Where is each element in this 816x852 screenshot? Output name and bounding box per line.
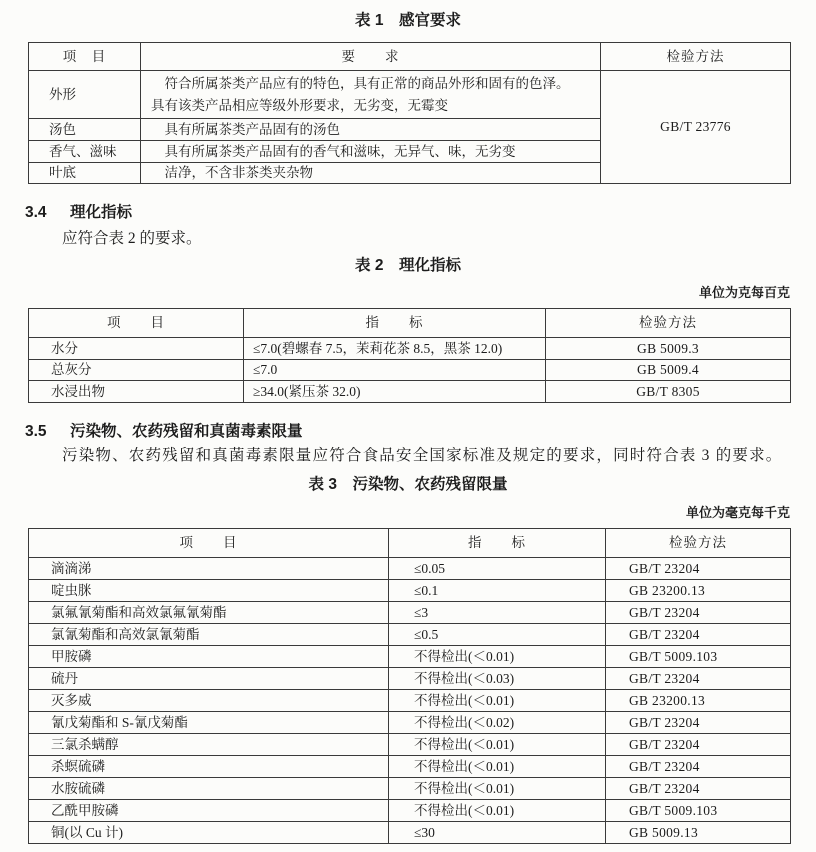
- method-cell: GB/T 23204: [606, 624, 791, 646]
- table-row: [29, 338, 791, 360]
- item-cell: 氯氟氰菊酯和高效氯氟氰菊酯: [29, 602, 389, 624]
- requirement-cell: 符合所属茶类产品应有的特色，具有正常的商品外形和固有的色泽。 具有该类产品相应等级外形要求，无劣变，无霉变: [141, 71, 601, 119]
- method-cell: GB/T 23204: [606, 668, 791, 690]
- table-row: [29, 800, 791, 822]
- index-cell: ≤7.0(碧螺春 7.5，茉莉花茶 8.5，黑茶 12.0): [244, 338, 546, 360]
- method-cell: GB 23200.13: [606, 580, 791, 602]
- table-row: [29, 381, 791, 403]
- section-title: 理化指标: [70, 204, 133, 221]
- item-cell: 乙酰甲胺磷: [29, 800, 389, 822]
- index-cell: ≤30: [389, 822, 606, 844]
- item-cell: 灭多威: [29, 690, 389, 712]
- method-cell: GB/T 23204: [606, 558, 791, 580]
- table-header-row: [29, 529, 791, 558]
- index-cell: 不得检出(＜0.03): [389, 668, 606, 690]
- table-header-row: [29, 309, 791, 338]
- table-row: [29, 822, 791, 844]
- table-row: [29, 778, 791, 800]
- method-cell: GB/T 23204: [606, 602, 791, 624]
- item-cell: 叶底: [29, 163, 141, 184]
- requirement-cell: 具有所属茶类产品固有的香气和滋味，无异气、味，无劣变: [141, 141, 601, 163]
- table-3-unit: 单位为毫克每千克: [685, 505, 790, 520]
- item-cell: 硫丹: [29, 668, 389, 690]
- header-cell-method: 检验方法: [546, 309, 791, 338]
- physicochemical-table: [28, 308, 791, 403]
- table-2-unit: 单位为克每百克: [698, 285, 790, 300]
- index-cell: ≤0.5: [389, 624, 606, 646]
- section-title: 污染物、农药残留和真菌毒素限量: [70, 423, 303, 440]
- header-cell-method: 检验方法: [601, 43, 791, 71]
- header-cell-requirement: 要 求: [141, 43, 601, 71]
- index-cell: 不得检出(＜0.02): [389, 712, 606, 734]
- table-row: [29, 71, 791, 119]
- item-cell: 铜(以 Cu 计): [29, 822, 389, 844]
- method-cell: GB 5009.13: [606, 822, 791, 844]
- item-cell: 汤色: [29, 119, 141, 141]
- requirement-cell: 具有所属茶类产品固有的汤色: [141, 119, 601, 141]
- table-row: [29, 690, 791, 712]
- item-cell: 外形: [29, 71, 141, 119]
- index-cell: ≤3: [389, 602, 606, 624]
- index-cell: 不得检出(＜0.01): [389, 756, 606, 778]
- item-cell: 滴滴涕: [29, 558, 389, 580]
- table-row: [29, 602, 791, 624]
- table-header-row: [29, 43, 791, 71]
- item-cell: 杀螟硫磷: [29, 756, 389, 778]
- table-2-caption: 表 2 理化指标: [355, 257, 461, 274]
- section-number: 3.4: [25, 204, 47, 221]
- item-cell: 甲胺磷: [29, 646, 389, 668]
- method-cell: GB/T 5009.103: [606, 800, 791, 822]
- table-row: [29, 580, 791, 602]
- index-cell: ≤0.1: [389, 580, 606, 602]
- table-row: [29, 360, 791, 381]
- contaminants-pesticide-table: [28, 528, 791, 844]
- section-number: 3.5: [25, 423, 47, 440]
- method-cell: GB/T 23204: [606, 756, 791, 778]
- index-cell: 不得检出(＜0.01): [389, 690, 606, 712]
- table-3-caption: 表 3 污染物、农药残留限量: [308, 476, 508, 493]
- method-cell: GB 23200.13: [606, 690, 791, 712]
- header-cell-index: 指 标: [389, 529, 606, 558]
- item-cell: 总灰分: [29, 360, 244, 381]
- item-cell: 香气、滋味: [29, 141, 141, 163]
- method-cell: GB/T 8305: [546, 381, 791, 403]
- header-cell-item: 项 目: [29, 43, 141, 71]
- index-cell: ≤7.0: [244, 360, 546, 381]
- index-cell: 不得检出(＜0.01): [389, 646, 606, 668]
- method-cell: GB/T 23204: [606, 734, 791, 756]
- index-cell: 不得检出(＜0.01): [389, 778, 606, 800]
- header-cell-index: 指 标: [244, 309, 546, 338]
- requirement-cell: 洁净，不含非茶类夹杂物: [141, 163, 601, 184]
- index-cell: 不得检出(＜0.01): [389, 734, 606, 756]
- method-cell: GB/T 23204: [606, 778, 791, 800]
- table-row: [29, 624, 791, 646]
- item-cell: 水胺硫磷: [29, 778, 389, 800]
- header-cell-item: 项 目: [29, 309, 244, 338]
- table-row: [29, 558, 791, 580]
- sensory-requirements-table: [28, 42, 791, 184]
- table-row: [29, 756, 791, 778]
- table-row: [29, 646, 791, 668]
- section-3-4-heading: [25, 203, 132, 223]
- index-cell: ≥34.0(紧压茶 32.0): [244, 381, 546, 403]
- item-cell: 氰戊菊酯和 S-氰戊菊酯: [29, 712, 389, 734]
- item-cell: 氯氰菊酯和高效氯氰菊酯: [29, 624, 389, 646]
- method-cell: GB/T 5009.103: [606, 646, 791, 668]
- method-cell: GB/T 23776: [601, 71, 791, 184]
- section-3-5-text: 污染物、农药残留和真菌毒素限量应符合食品安全国家标准及规定的要求，同时符合表 3 的要求。: [62, 447, 783, 464]
- table-1-caption: 表 1 感官要求: [355, 12, 461, 29]
- index-cell: 不得检出(＜0.01): [389, 800, 606, 822]
- header-cell-item: 项 目: [29, 529, 389, 558]
- table-row: [29, 712, 791, 734]
- section-3-4-text: 应符合表 2 的要求。: [62, 230, 202, 247]
- header-cell-method: 检验方法: [606, 529, 791, 558]
- method-cell: GB 5009.4: [546, 360, 791, 381]
- table-row: [29, 668, 791, 690]
- method-cell: GB 5009.3: [546, 338, 791, 360]
- item-cell: 三氯杀螨醇: [29, 734, 389, 756]
- item-cell: 水浸出物: [29, 381, 244, 403]
- index-cell: ≤0.05: [389, 558, 606, 580]
- item-cell: 水分: [29, 338, 244, 360]
- table-row: [29, 734, 791, 756]
- section-3-5-heading: [25, 422, 303, 442]
- method-cell: GB/T 23204: [606, 712, 791, 734]
- item-cell: 啶虫脒: [29, 580, 389, 602]
